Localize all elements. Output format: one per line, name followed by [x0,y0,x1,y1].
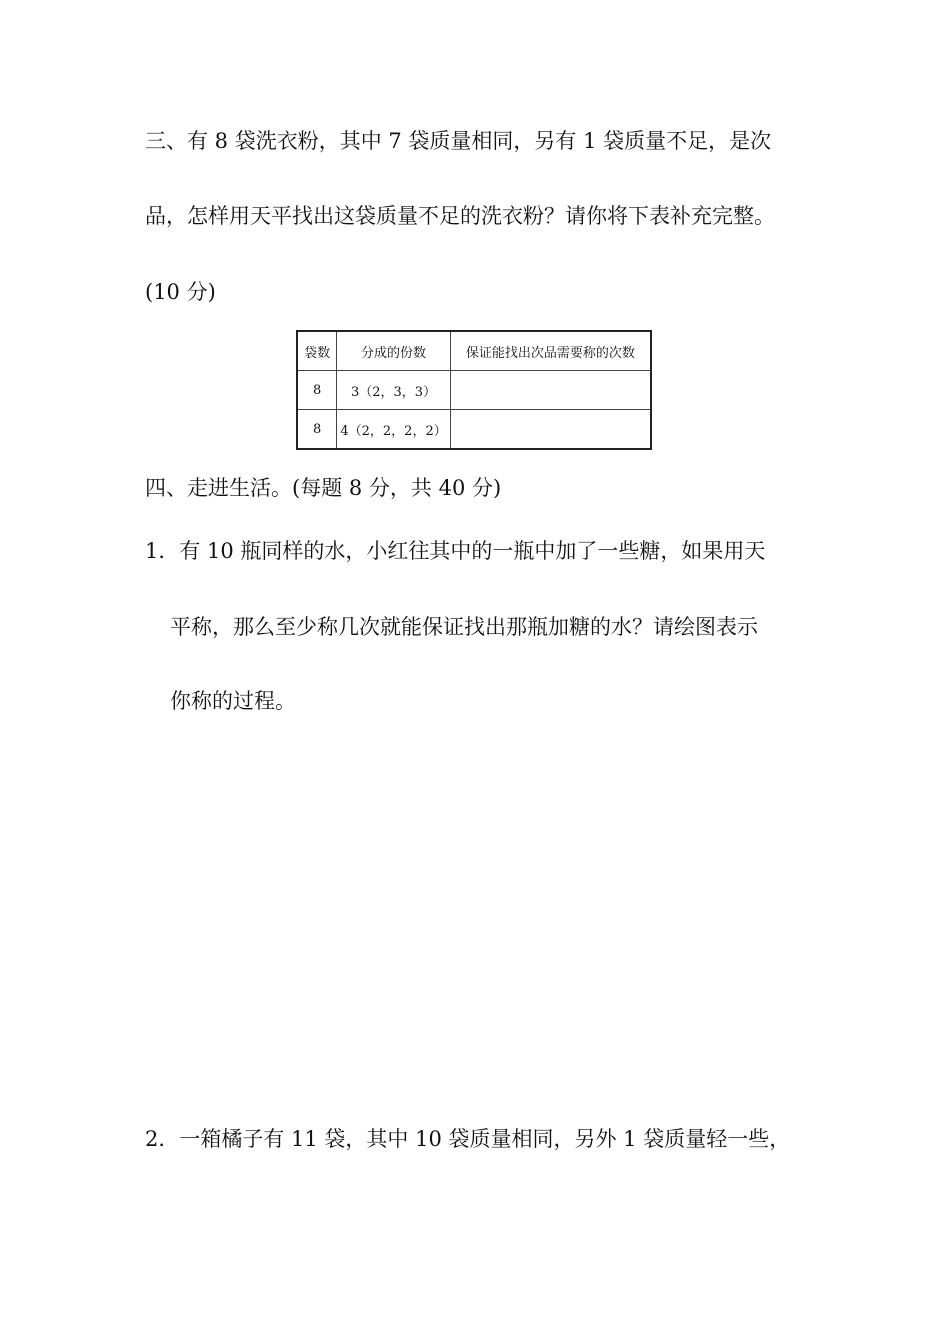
answer-table [296,330,652,450]
section3-score: (10 分) [145,280,216,304]
header-groups: 分成的份数 [337,331,450,371]
table-header-row [297,331,651,371]
header-bag-count: 袋数 [297,331,337,371]
section3-line2: 品，怎样用天平找出这袋质量不足的洗衣粉？请你将下表补充完整。 [145,204,775,228]
cell-weighings-blank[interactable] [450,371,651,410]
table-row [297,371,651,410]
cell-weighings-blank[interactable] [450,410,651,450]
header-weighings: 保证能找出次品需要称的次数 [450,331,651,371]
cell-bag-count: 8 [297,410,337,450]
table-row [297,410,651,450]
cell-groups: 4（2，2，2，2） [337,410,450,450]
question2-line1: 2．一箱橘子有 11 袋，其中 10 袋质量相同，另外 1 袋质量轻一些， [145,1127,791,1151]
question1-line2: 平称，那么至少称几次就能保证找出那瓶加糖的水？请绘图表示 [170,615,758,639]
question1-line1: 1．有 10 瓶同样的水，小红往其中的一瓶中加了一些糖，如果用天 [145,539,766,563]
cell-groups: 3（2，3，3） [337,371,450,410]
question1-line3: 你称的过程。 [170,689,296,713]
section4-title: 四、走进生活。(每题 8 分，共 40 分) [145,476,502,500]
section3-line1: 三、有 8 袋洗衣粉，其中 7 袋质量相同，另有 1 袋质量不足，是次 [145,129,772,153]
cell-bag-count: 8 [297,371,337,410]
